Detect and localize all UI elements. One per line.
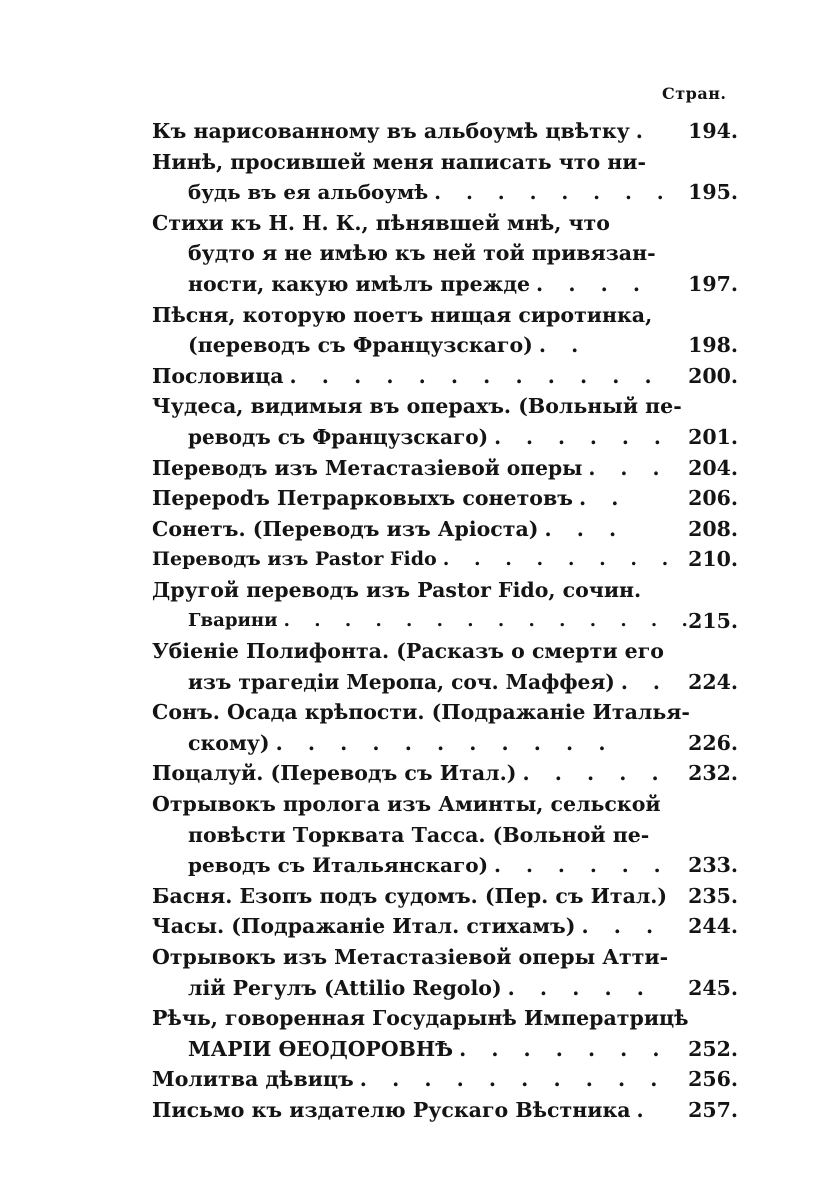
toc-entry-line xyxy=(152,422,738,453)
page-number: 252. xyxy=(688,1036,738,1061)
toc-entry xyxy=(152,483,738,514)
toc-entry-title: реводъ съ Итальянскаго) xyxy=(188,853,489,878)
toc-entry-line xyxy=(152,453,738,484)
toc-entry-title: Убіеніе Полифонта. (Расказъ о смерти его xyxy=(152,639,664,664)
toc-entry-title: Чудеса, видимыя въ операхъ. (Вольный пе- xyxy=(152,394,682,419)
toc-entry-line xyxy=(152,269,738,300)
dot-leader: . . . . . . xyxy=(494,424,670,449)
toc-entry-title: Рѣчь, говоренная Государынѣ Императрицѣ xyxy=(152,1006,689,1031)
toc-entry-line xyxy=(152,514,738,545)
toc-entry-line xyxy=(152,942,738,973)
toc-entry-title: Басня. Езопъ подъ судомъ. (Пер. съ Итал.) xyxy=(152,883,668,908)
toc-entry-line xyxy=(152,606,738,637)
toc-entry xyxy=(152,942,738,1003)
toc-entry-title: лій Регулъ (Attilio Regolo) xyxy=(188,975,502,1000)
toc-entry-line xyxy=(152,361,738,392)
toc-entry-line xyxy=(152,1064,738,1095)
page-number: 206. xyxy=(688,486,738,511)
toc-entry xyxy=(152,361,738,392)
dot-leader: . . xyxy=(620,669,669,694)
toc-entry xyxy=(152,697,738,758)
toc-entry-line xyxy=(152,1034,738,1065)
toc-entry-title: Поцалуй. (Переводъ съ Итал.) xyxy=(152,761,517,786)
toc-entry-line xyxy=(152,391,738,422)
toc-entry-line xyxy=(152,177,738,208)
toc-entry-line xyxy=(152,850,738,881)
toc-entry-line xyxy=(152,697,738,728)
toc-entry-title: Пословица xyxy=(152,363,284,388)
toc-entry-line xyxy=(152,330,738,361)
toc-entry xyxy=(152,453,738,484)
toc-entry-line xyxy=(152,300,738,331)
page-number: 194. xyxy=(688,119,738,143)
toc-entry-title: Перероdъ Петрарковыхъ сонетовъ xyxy=(152,486,573,511)
dot-leader: . . . xyxy=(544,516,626,541)
toc-entry-title: Стихи къ Н. Н. К., пѣнявшей мнѣ, что xyxy=(152,210,610,235)
toc-entry-title: будто я не имѣю къ ней той привязан- xyxy=(188,241,656,266)
toc-entry-line xyxy=(152,116,738,147)
toc-entry-title: изъ трагедіи Меропа, соч. Маффея) xyxy=(188,669,615,694)
toc-entry-line xyxy=(152,820,738,851)
toc-entry-title: Отрывокъ изъ Метастазіевой оперы Атти- xyxy=(152,945,669,970)
toc-entry-title: Переводъ изъ Pastor Fido xyxy=(152,548,437,571)
toc-entry-line xyxy=(152,667,738,698)
page-number: 200. xyxy=(688,363,738,388)
toc-entry xyxy=(152,636,738,697)
dot-leader: . . . . xyxy=(536,271,650,296)
toc-entry-title: МАРІИ ѲЕОДОРОВНѢ xyxy=(188,1036,454,1061)
page-number: 226. xyxy=(688,730,738,755)
toc-entry-title: Пѣсня, которую поетъ нищая сиротинка, xyxy=(152,302,653,327)
toc-entry-line xyxy=(152,881,738,912)
toc-entry xyxy=(152,789,738,881)
toc-entry-title: Другой переводъ изъ Pastor Fido, сочин. xyxy=(152,577,642,602)
toc-entry-title: Отрывокъ пролога изъ Аминты, сельской xyxy=(152,792,661,817)
page-number: 198. xyxy=(688,333,738,358)
page-number: 210. xyxy=(688,547,738,572)
toc-entry-title: повѣсти Торквата Тасса. (Вольной пе- xyxy=(188,822,650,847)
page-number: 235. xyxy=(688,883,738,908)
toc-entry xyxy=(152,514,738,545)
toc-entry-line xyxy=(152,483,738,514)
page-number: 245. xyxy=(688,975,738,1000)
page-number: 197. xyxy=(688,271,738,296)
page-number: 208. xyxy=(688,516,738,541)
dot-leader: . . . . . . . . . . . xyxy=(275,730,615,755)
toc-entry-title: Молитва дѣвицъ xyxy=(152,1067,354,1092)
page-number: 201. xyxy=(688,424,738,449)
table-of-contents xyxy=(152,116,738,1126)
dot-leader: . xyxy=(636,1098,653,1122)
toc-entry-title: Гварини xyxy=(188,609,278,631)
page-column-header: Стран. xyxy=(662,84,727,103)
toc-entry-line xyxy=(152,147,738,178)
toc-entry-line xyxy=(152,911,738,942)
page-number: 244. xyxy=(688,914,738,939)
dot-leader: . . . . . . . . xyxy=(442,548,678,571)
toc-entry-line xyxy=(152,1003,738,1034)
dot-leader: . . . . . . . xyxy=(459,1036,669,1061)
toc-entry-title: Сонъ. Осада крѣпости. (Подражаніе Италья- xyxy=(152,700,690,725)
dot-leader: . . . xyxy=(588,455,669,480)
toc-entry xyxy=(152,116,738,147)
dot-leader: . . . . . xyxy=(522,761,668,786)
page-number: 256. xyxy=(688,1067,738,1092)
toc-entry-title: Переводъ изъ Метастазіевой оперы xyxy=(152,455,583,480)
toc-entry-title: Нинѣ, просившей меня написать что ни- xyxy=(152,149,647,174)
page-number: 233. xyxy=(688,853,738,878)
toc-entry xyxy=(152,300,738,361)
toc-entry-title: Къ нарисованному въ альбоумѣ цвѣтку xyxy=(152,119,630,143)
toc-entry xyxy=(152,391,738,452)
toc-entry-title: скому) xyxy=(188,730,270,755)
toc-entry-title: ности, какую имѣлъ прежде xyxy=(188,271,531,296)
toc-entry xyxy=(152,575,738,636)
toc-entry-line xyxy=(152,789,738,820)
dot-leader: . . . . . . . . . . . . . . xyxy=(283,609,697,631)
toc-entry-title: будь въ ея альбоумѣ xyxy=(188,180,429,205)
page-number: 257. xyxy=(688,1098,738,1122)
toc-entry-line xyxy=(152,575,738,606)
page-number: 215. xyxy=(688,608,738,633)
page-number: 224. xyxy=(688,669,738,694)
dot-leader: . . xyxy=(538,333,588,358)
toc-entry xyxy=(152,1095,738,1126)
dot-leader: . . xyxy=(578,486,628,511)
toc-entry-title: Сонетъ. (Переводъ изъ Аріоста) xyxy=(152,516,539,541)
toc-entry-title: реводъ съ Французскаго) xyxy=(188,424,489,449)
toc-entry-line xyxy=(152,238,738,269)
toc-entry-title: Письмо къ издателю Рускаго Вѣстника xyxy=(152,1098,631,1122)
dot-leader: . . . . . . . . . . xyxy=(359,1067,667,1092)
toc-entry-line xyxy=(152,758,738,789)
page-number: 232. xyxy=(688,761,738,786)
dot-leader: . . . . . . xyxy=(494,853,670,878)
page-number: 204. xyxy=(688,455,738,480)
toc-entry xyxy=(152,758,738,789)
toc-entry xyxy=(152,208,738,300)
dot-leader: . . . . . . . . xyxy=(434,180,673,205)
toc-entry-title: Часы. (Подражаніе Итал. стихамъ) xyxy=(152,914,576,939)
dot-leader: . xyxy=(635,119,652,143)
toc-entry-line xyxy=(152,973,738,1004)
toc-entry xyxy=(152,147,738,208)
toc-entry-title: (переводъ съ Французскаго) xyxy=(188,333,533,358)
toc-entry xyxy=(152,544,738,575)
page-number: 195. xyxy=(688,180,738,205)
dot-leader: . . . xyxy=(581,914,663,939)
toc-entry-line xyxy=(152,728,738,759)
dot-leader: . . . . . . . . . . . . xyxy=(289,363,661,388)
toc-entry-line xyxy=(152,1095,738,1126)
toc-entry xyxy=(152,1003,738,1064)
dot-leader: . . . . . xyxy=(507,975,653,1000)
toc-entry-line xyxy=(152,208,738,239)
toc-entry-line xyxy=(152,544,738,575)
toc-entry-line xyxy=(152,636,738,667)
toc-entry xyxy=(152,881,738,912)
toc-entry xyxy=(152,1064,738,1095)
toc-entry xyxy=(152,911,738,942)
